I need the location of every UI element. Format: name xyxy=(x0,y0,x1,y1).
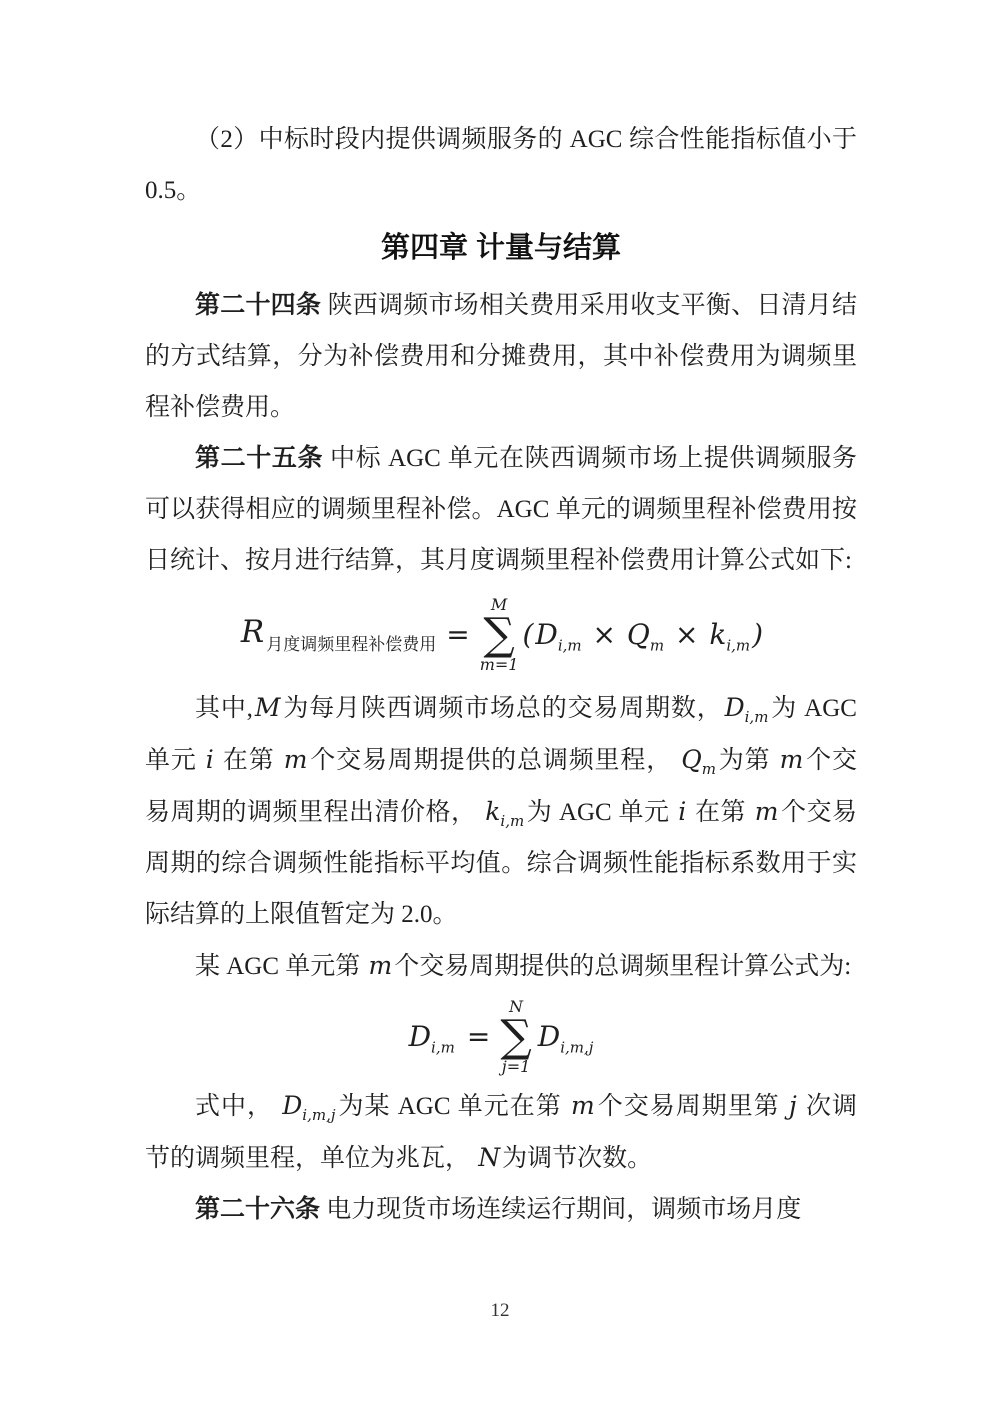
math-variable: $D_{i,m}$ xyxy=(535,618,582,655)
paragraph-article-25: 第二十五条 中标 AGC 单元在陕西调频市场上提供调频服务可以获得相应的调频里程补偿。AGC 单元的调频里程补偿费用按日统计、按月进行结算，其月度调频里程补偿费用计算公式如下: xyxy=(145,444,857,574)
paragraph-item-2: （2）中标时段内提供调频服务的 AGC 综合性能指标值小于 0.5。 xyxy=(145,126,857,204)
formula-monthly-mileage-compensation xyxy=(145,596,857,674)
formula-total-mileage xyxy=(145,998,857,1076)
summation-lower-limit: m=1 xyxy=(479,655,519,674)
page-number: 12 xyxy=(490,1300,510,1321)
summation xyxy=(500,998,531,1076)
summation-upper-limit: M xyxy=(490,595,508,614)
sigma-symbol: ∑ xyxy=(483,609,515,660)
formula-rhs: $(D_{i,m} \times Q_m \times k_{i,m})$ xyxy=(522,618,764,655)
math-variable: m xyxy=(368,951,393,980)
math-variable: j xyxy=(788,1091,797,1120)
math-variable: $D_{i,m,j}$ xyxy=(282,1091,336,1124)
paragraph-formula2-explanation: 式中， $D_{i,m,j}$为某 AGC 单元在第 m个交易周期里第 j 次调节的调频里程，单位为兆瓦， N为调节次数。 xyxy=(145,1091,857,1172)
formula-lhs xyxy=(239,614,437,654)
sigma-symbol: ∑ xyxy=(500,1011,532,1062)
paragraph-formula1-explanation: 其中,M为每月陕西调频市场总的交易周期数，$D_{i,m}$为 AGC 单元 i 在第 m个交易周期提供的总调频里程， $Q_m$为第 m个交易周期的调频里程出清价格， $k_{i,m}$为 AGC 单元 i 在第 m个交易周期的综合调频性能指标平均值。综合调频性能指标系数用于实际结算的上限值暂定为 2.0。 xyxy=(145,693,857,928)
paragraph-article-26: 第二十六条 电力现货市场连续运行期间，调频市场月度 xyxy=(195,1195,802,1223)
math-variable: i xyxy=(205,745,214,774)
equals-sign: = xyxy=(466,1020,491,1053)
math-variable: N xyxy=(478,1143,501,1172)
variable-R: R xyxy=(240,614,265,650)
article-number: 第二十四条 xyxy=(195,291,322,319)
math-variable: $D_{i,m,j}$ xyxy=(537,1020,594,1057)
formula-lhs xyxy=(407,1020,457,1057)
article-number: 第二十五条 xyxy=(195,444,324,472)
paragraph-article-24: 第二十四条 陕西调频市场相关费用采用收支平衡、日清月结的方式结算，分为补偿费用和分摊费用，其中补偿费用为调频里程补偿费用。 xyxy=(145,291,857,421)
summation xyxy=(480,596,519,674)
article-number: 第二十六条 xyxy=(195,1195,321,1223)
chapter-heading: 第四章 计量与结算 xyxy=(380,232,622,264)
math-variable: $D_{i,m}$ xyxy=(724,693,769,726)
equals-sign: = xyxy=(446,618,470,651)
math-variable: $k_{i,m}$ xyxy=(709,618,751,655)
math-variable: $Q_m$ xyxy=(626,618,665,655)
math-variable: m xyxy=(283,745,308,774)
document-content xyxy=(145,114,857,1235)
formula-rhs xyxy=(536,1020,596,1057)
math-variable: $D_{i,m}$ xyxy=(408,1020,455,1057)
math-variable: m xyxy=(779,745,804,774)
math-variable: M xyxy=(254,693,281,722)
math-variable: i xyxy=(678,797,687,826)
math-variable: m xyxy=(571,1091,595,1120)
summation-lower-limit: j=1 xyxy=(501,1057,531,1076)
math-variable: m xyxy=(754,797,779,826)
variable-R-subscript: 月度调频里程补偿费用 xyxy=(266,635,437,654)
summation-upper-limit: N xyxy=(509,997,524,1016)
math-variable: $k_{i,m}$ xyxy=(485,797,525,830)
math-variable: $Q_m$ xyxy=(681,745,716,778)
paragraph-total-mileage-intro: 某 AGC 单元第 m个交易周期提供的总调频里程计算公式为: xyxy=(195,951,852,980)
